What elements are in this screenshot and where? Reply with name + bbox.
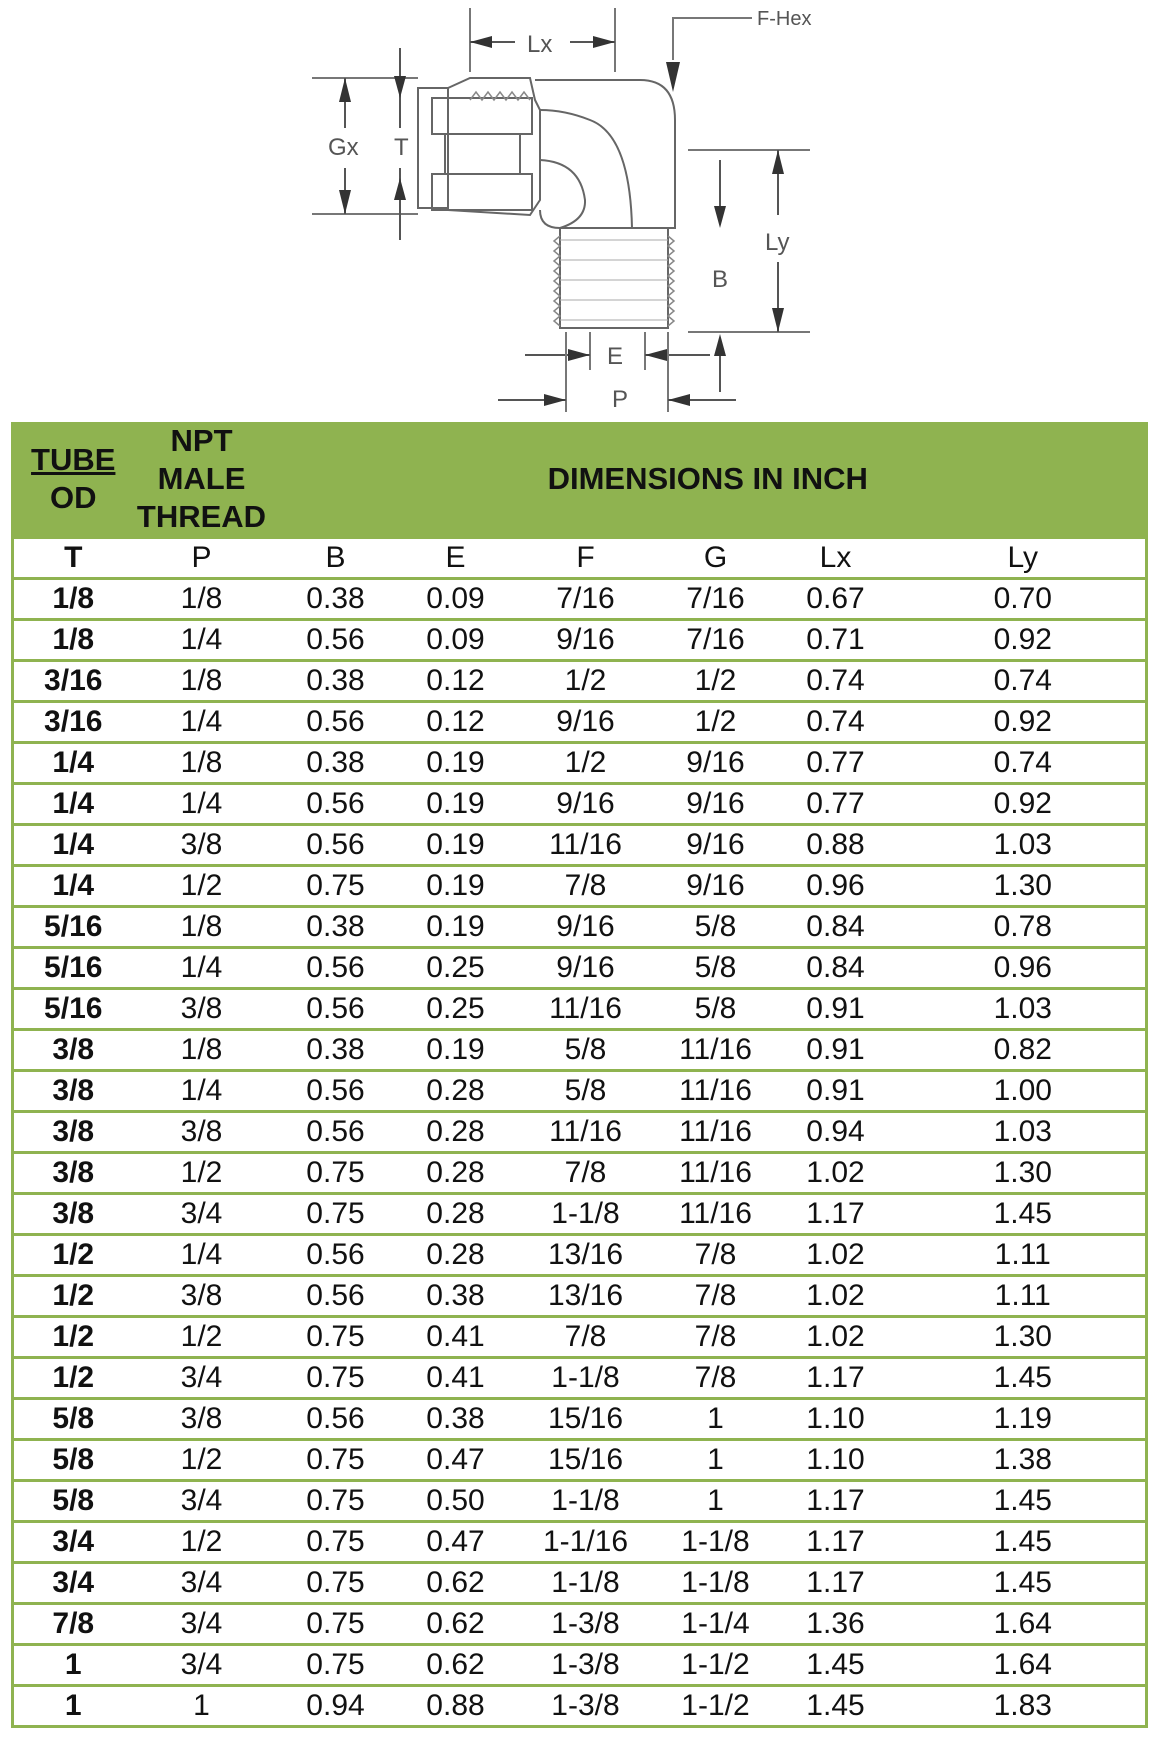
table-row [13,1030,1147,1071]
cell-f: 7/8 [511,1317,661,1358]
cell-t: 1/2 [13,1317,133,1358]
cell-p: 3/8 [133,1112,271,1153]
column-header-t: T [13,538,133,579]
cell-p: 3/4 [133,1645,271,1686]
cell-p: 1/8 [133,579,271,620]
ly-label: Ly [765,229,790,256]
cell-lx: 0.74 [771,702,901,743]
cell-ly: 1.03 [901,1112,1147,1153]
cell-ly: 0.92 [901,784,1147,825]
cell-e: 0.19 [401,866,511,907]
cell-lx: 0.96 [771,866,901,907]
column-header-e: E [401,538,511,579]
cell-lx: 0.84 [771,907,901,948]
fitting-body [418,78,675,328]
cell-e: 0.62 [401,1645,511,1686]
cell-b: 0.75 [271,1440,401,1481]
cell-ly: 1.64 [901,1604,1147,1645]
cell-e: 0.88 [401,1686,511,1727]
cell-t: 1/4 [13,866,133,907]
cell-p: 1/4 [133,702,271,743]
cell-lx: 1.17 [771,1194,901,1235]
table-row [13,825,1147,866]
cell-e: 0.28 [401,1235,511,1276]
cell-g: 5/8 [661,907,771,948]
cell-e: 0.41 [401,1358,511,1399]
cell-t: 1 [13,1686,133,1727]
cell-g: 9/16 [661,866,771,907]
cell-e: 0.38 [401,1276,511,1317]
fitting-drawing [0,0,1157,422]
cell-p: 1/8 [133,1030,271,1071]
cell-f: 9/16 [511,702,661,743]
cell-p: 3/8 [133,825,271,866]
cell-f: 15/16 [511,1440,661,1481]
table-row [13,1194,1147,1235]
table-row [13,702,1147,743]
cell-e: 0.28 [401,1112,511,1153]
cell-t: 5/8 [13,1440,133,1481]
cell-e: 0.12 [401,702,511,743]
cell-lx: 1.45 [771,1686,901,1727]
cell-t: 3/16 [13,661,133,702]
cell-e: 0.25 [401,948,511,989]
cell-b: 0.75 [271,866,401,907]
cell-g: 5/8 [661,948,771,989]
cell-ly: 1.30 [901,1153,1147,1194]
cell-g: 7/8 [661,1276,771,1317]
cell-b: 0.56 [271,825,401,866]
cell-f: 1-3/8 [511,1604,661,1645]
table-body [13,579,1147,1727]
cell-b: 0.75 [271,1522,401,1563]
cell-ly: 0.78 [901,907,1147,948]
cell-t: 3/16 [13,702,133,743]
cell-p: 1/2 [133,1317,271,1358]
column-header-g: G [661,538,771,579]
cell-lx: 1.45 [771,1645,901,1686]
table-row [13,948,1147,989]
cell-p: 1/4 [133,620,271,661]
cell-f: 11/16 [511,825,661,866]
cell-p: 1/4 [133,1071,271,1112]
cell-f: 1-1/8 [511,1481,661,1522]
cell-t: 3/4 [13,1563,133,1604]
cell-ly: 1.45 [901,1522,1147,1563]
cell-f: 1-1/16 [511,1522,661,1563]
cell-p: 3/4 [133,1604,271,1645]
table-row [13,743,1147,784]
cell-b: 0.38 [271,661,401,702]
cell-t: 1/4 [13,825,133,866]
cell-g: 11/16 [661,1153,771,1194]
dimensions-header: DIMENSIONS IN INCH [271,422,1147,538]
cell-g: 9/16 [661,784,771,825]
cell-f: 5/8 [511,1071,661,1112]
cell-f: 1-3/8 [511,1686,661,1727]
cell-lx: 0.91 [771,1071,901,1112]
cell-p: 3/4 [133,1563,271,1604]
table-row [13,1112,1147,1153]
cell-lx: 0.67 [771,579,901,620]
cell-ly: 0.70 [901,579,1147,620]
cell-g: 9/16 [661,743,771,784]
cell-b: 0.75 [271,1153,401,1194]
cell-g: 7/16 [661,620,771,661]
cell-t: 1 [13,1645,133,1686]
cell-b: 0.56 [271,1235,401,1276]
cell-lx: 0.71 [771,620,901,661]
cell-g: 1/2 [661,661,771,702]
npt-header [133,422,271,538]
table-row [13,1317,1147,1358]
cell-f: 7/8 [511,1153,661,1194]
cell-f: 9/16 [511,907,661,948]
cell-g: 11/16 [661,1112,771,1153]
cell-ly: 1.03 [901,989,1147,1030]
e-label: E [607,343,624,370]
cell-e: 0.28 [401,1153,511,1194]
cell-b: 0.56 [271,989,401,1030]
cell-e: 0.19 [401,743,511,784]
cell-p: 3/8 [133,1399,271,1440]
cell-g: 1-1/8 [661,1563,771,1604]
cell-t: 1/2 [13,1358,133,1399]
cell-e: 0.12 [401,661,511,702]
cell-e: 0.19 [401,825,511,866]
cell-b: 0.56 [271,1276,401,1317]
cell-e: 0.62 [401,1563,511,1604]
cell-lx: 0.91 [771,1030,901,1071]
cell-p: 1/8 [133,907,271,948]
cell-lx: 1.02 [771,1153,901,1194]
cell-e: 0.62 [401,1604,511,1645]
cell-b: 0.56 [271,620,401,661]
cell-lx: 1.10 [771,1399,901,1440]
cell-ly: 1.45 [901,1481,1147,1522]
tube-od-header [13,422,133,538]
column-header-ly: Ly [901,538,1147,579]
cell-g: 9/16 [661,825,771,866]
fhex-label: F-Hex [757,8,812,30]
cell-ly: 1.30 [901,1317,1147,1358]
cell-ly: 1.64 [901,1645,1147,1686]
cell-b: 0.56 [271,1399,401,1440]
cell-f: 5/8 [511,1030,661,1071]
cell-lx: 1.10 [771,1440,901,1481]
cell-lx: 1.02 [771,1235,901,1276]
cell-g: 7/8 [661,1317,771,1358]
cell-b: 0.38 [271,907,401,948]
cell-t: 3/8 [13,1194,133,1235]
cell-e: 0.41 [401,1317,511,1358]
cell-g: 1 [661,1440,771,1481]
cell-t: 5/8 [13,1399,133,1440]
table-row [13,784,1147,825]
cell-ly: 1.00 [901,1071,1147,1112]
b-label: B [712,266,729,293]
elbow-fitting-diagram [0,0,1157,422]
cell-b: 0.56 [271,784,401,825]
cell-f: 1-1/8 [511,1563,661,1604]
cell-ly: 1.45 [901,1358,1147,1399]
cell-t: 3/8 [13,1030,133,1071]
table-row [13,620,1147,661]
cell-lx: 1.17 [771,1358,901,1399]
cell-e: 0.09 [401,579,511,620]
cell-ly: 1.11 [901,1276,1147,1317]
table-row [13,989,1147,1030]
cell-p: 1/8 [133,743,271,784]
cell-ly: 1.38 [901,1440,1147,1481]
cell-lx: 0.74 [771,661,901,702]
cell-lx: 0.84 [771,948,901,989]
gx-label: Gx [328,134,359,161]
cell-lx: 1.02 [771,1276,901,1317]
cell-g: 1/2 [661,702,771,743]
cell-b: 0.75 [271,1563,401,1604]
cell-b: 0.75 [271,1317,401,1358]
cell-f: 13/16 [511,1276,661,1317]
cell-t: 5/16 [13,989,133,1030]
cell-t: 1/4 [13,743,133,784]
cell-ly: 0.92 [901,702,1147,743]
cell-b: 0.38 [271,579,401,620]
p-label: P [612,386,629,413]
cell-t: 5/8 [13,1481,133,1522]
cell-lx: 1.17 [771,1522,901,1563]
cell-ly: 0.96 [901,948,1147,989]
cell-g: 1 [661,1481,771,1522]
cell-f: 1/2 [511,661,661,702]
cell-g: 7/8 [661,1358,771,1399]
cell-e: 0.38 [401,1399,511,1440]
cell-ly: 1.83 [901,1686,1147,1727]
cell-t: 1/4 [13,784,133,825]
cell-p: 1/4 [133,1235,271,1276]
cell-lx: 1.02 [771,1317,901,1358]
cell-g: 7/8 [661,1235,771,1276]
cell-e: 0.28 [401,1194,511,1235]
cell-ly: 0.82 [901,1030,1147,1071]
cell-p: 3/8 [133,989,271,1030]
cell-t: 1/8 [13,579,133,620]
cell-g: 1-1/4 [661,1604,771,1645]
column-header-f: F [511,538,661,579]
cell-g: 11/16 [661,1071,771,1112]
cell-p: 1/8 [133,661,271,702]
cell-f: 7/8 [511,866,661,907]
cell-f: 13/16 [511,1235,661,1276]
t-label: T [394,134,409,161]
cell-p: 1/2 [133,1440,271,1481]
cell-b: 0.94 [271,1686,401,1727]
table-row [13,866,1147,907]
lx-label: Lx [527,31,553,58]
cell-p: 3/8 [133,1276,271,1317]
table-row [13,907,1147,948]
cell-p: 3/4 [133,1481,271,1522]
cell-b: 0.56 [271,948,401,989]
cell-e: 0.25 [401,989,511,1030]
table-row [13,1399,1147,1440]
table-row [13,1563,1147,1604]
cell-lx: 0.94 [771,1112,901,1153]
cell-e: 0.47 [401,1522,511,1563]
cell-t: 1/2 [13,1276,133,1317]
cell-p: 3/4 [133,1358,271,1399]
cell-f: 9/16 [511,620,661,661]
cell-b: 0.38 [271,1030,401,1071]
cell-t: 3/4 [13,1522,133,1563]
cell-p: 1/4 [133,784,271,825]
cell-t: 5/16 [13,907,133,948]
cell-b: 0.75 [271,1645,401,1686]
npt-line1: NPT [170,423,233,458]
cell-ly: 1.45 [901,1563,1147,1604]
cell-g: 1 [661,1399,771,1440]
cell-p: 3/4 [133,1194,271,1235]
table-row [13,1604,1147,1645]
cell-p: 1/2 [133,866,271,907]
cell-p: 1/2 [133,1153,271,1194]
cell-t: 3/8 [13,1153,133,1194]
cell-t: 3/8 [13,1071,133,1112]
cell-f: 7/16 [511,579,661,620]
cell-t: 5/16 [13,948,133,989]
cell-e: 0.50 [401,1481,511,1522]
cell-ly: 1.11 [901,1235,1147,1276]
cell-e: 0.19 [401,784,511,825]
table-row [13,661,1147,702]
cell-g: 1-1/2 [661,1645,771,1686]
cell-lx: 1.17 [771,1563,901,1604]
table-row [13,1522,1147,1563]
cell-lx: 0.77 [771,784,901,825]
cell-e: 0.19 [401,907,511,948]
table-row [13,1686,1147,1727]
cell-lx: 0.88 [771,825,901,866]
dimensions-table [11,422,1148,1728]
cell-p: 1 [133,1686,271,1727]
cell-ly: 1.30 [901,866,1147,907]
cell-f: 11/16 [511,1112,661,1153]
cell-ly: 0.92 [901,620,1147,661]
table-row [13,1235,1147,1276]
cell-b: 0.75 [271,1358,401,1399]
cell-t: 1/8 [13,620,133,661]
cell-b: 0.38 [271,743,401,784]
cell-f: 1/2 [511,743,661,784]
cell-ly: 1.45 [901,1194,1147,1235]
cell-lx: 0.77 [771,743,901,784]
cell-f: 1-1/8 [511,1358,661,1399]
table-row [13,1358,1147,1399]
cell-f: 9/16 [511,784,661,825]
cell-ly: 1.03 [901,825,1147,866]
table-row [13,579,1147,620]
table-row [13,1071,1147,1112]
cell-t: 7/8 [13,1604,133,1645]
cell-ly: 1.19 [901,1399,1147,1440]
column-letter-row [13,538,1147,579]
column-header-p: P [133,538,271,579]
cell-t: 3/8 [13,1112,133,1153]
tube-od-line2: OD [50,480,97,515]
npt-line2: MALE [157,461,246,496]
table-row [13,1153,1147,1194]
cell-b: 0.56 [271,1112,401,1153]
cell-e: 0.19 [401,1030,511,1071]
cell-f: 1-3/8 [511,1645,661,1686]
cell-b: 0.75 [271,1481,401,1522]
cell-e: 0.47 [401,1440,511,1481]
cell-g: 5/8 [661,989,771,1030]
npt-line3: THREAD [136,499,267,534]
cell-f: 11/16 [511,989,661,1030]
cell-g: 11/16 [661,1194,771,1235]
cell-b: 0.56 [271,702,401,743]
cell-p: 1/4 [133,948,271,989]
cell-g: 1-1/8 [661,1522,771,1563]
table-row [13,1481,1147,1522]
cell-ly: 0.74 [901,743,1147,784]
tube-od-line1: TUBE [31,442,116,477]
cell-lx: 1.17 [771,1481,901,1522]
cell-g: 1-1/2 [661,1686,771,1727]
cell-b: 0.75 [271,1194,401,1235]
cell-b: 0.75 [271,1604,401,1645]
cell-t: 1/2 [13,1235,133,1276]
cell-g: 7/16 [661,579,771,620]
table-row [13,1276,1147,1317]
table-row [13,1440,1147,1481]
cell-lx: 1.36 [771,1604,901,1645]
cell-f: 15/16 [511,1399,661,1440]
cell-f: 9/16 [511,948,661,989]
cell-b: 0.56 [271,1071,401,1112]
cell-p: 1/2 [133,1522,271,1563]
table-header [13,422,1147,538]
cell-ly: 0.74 [901,661,1147,702]
cell-lx: 0.91 [771,989,901,1030]
table-row [13,1645,1147,1686]
cell-e: 0.09 [401,620,511,661]
cell-f: 1-1/8 [511,1194,661,1235]
column-header-lx: Lx [771,538,901,579]
column-header-b: B [271,538,401,579]
cell-g: 11/16 [661,1030,771,1071]
cell-e: 0.28 [401,1071,511,1112]
